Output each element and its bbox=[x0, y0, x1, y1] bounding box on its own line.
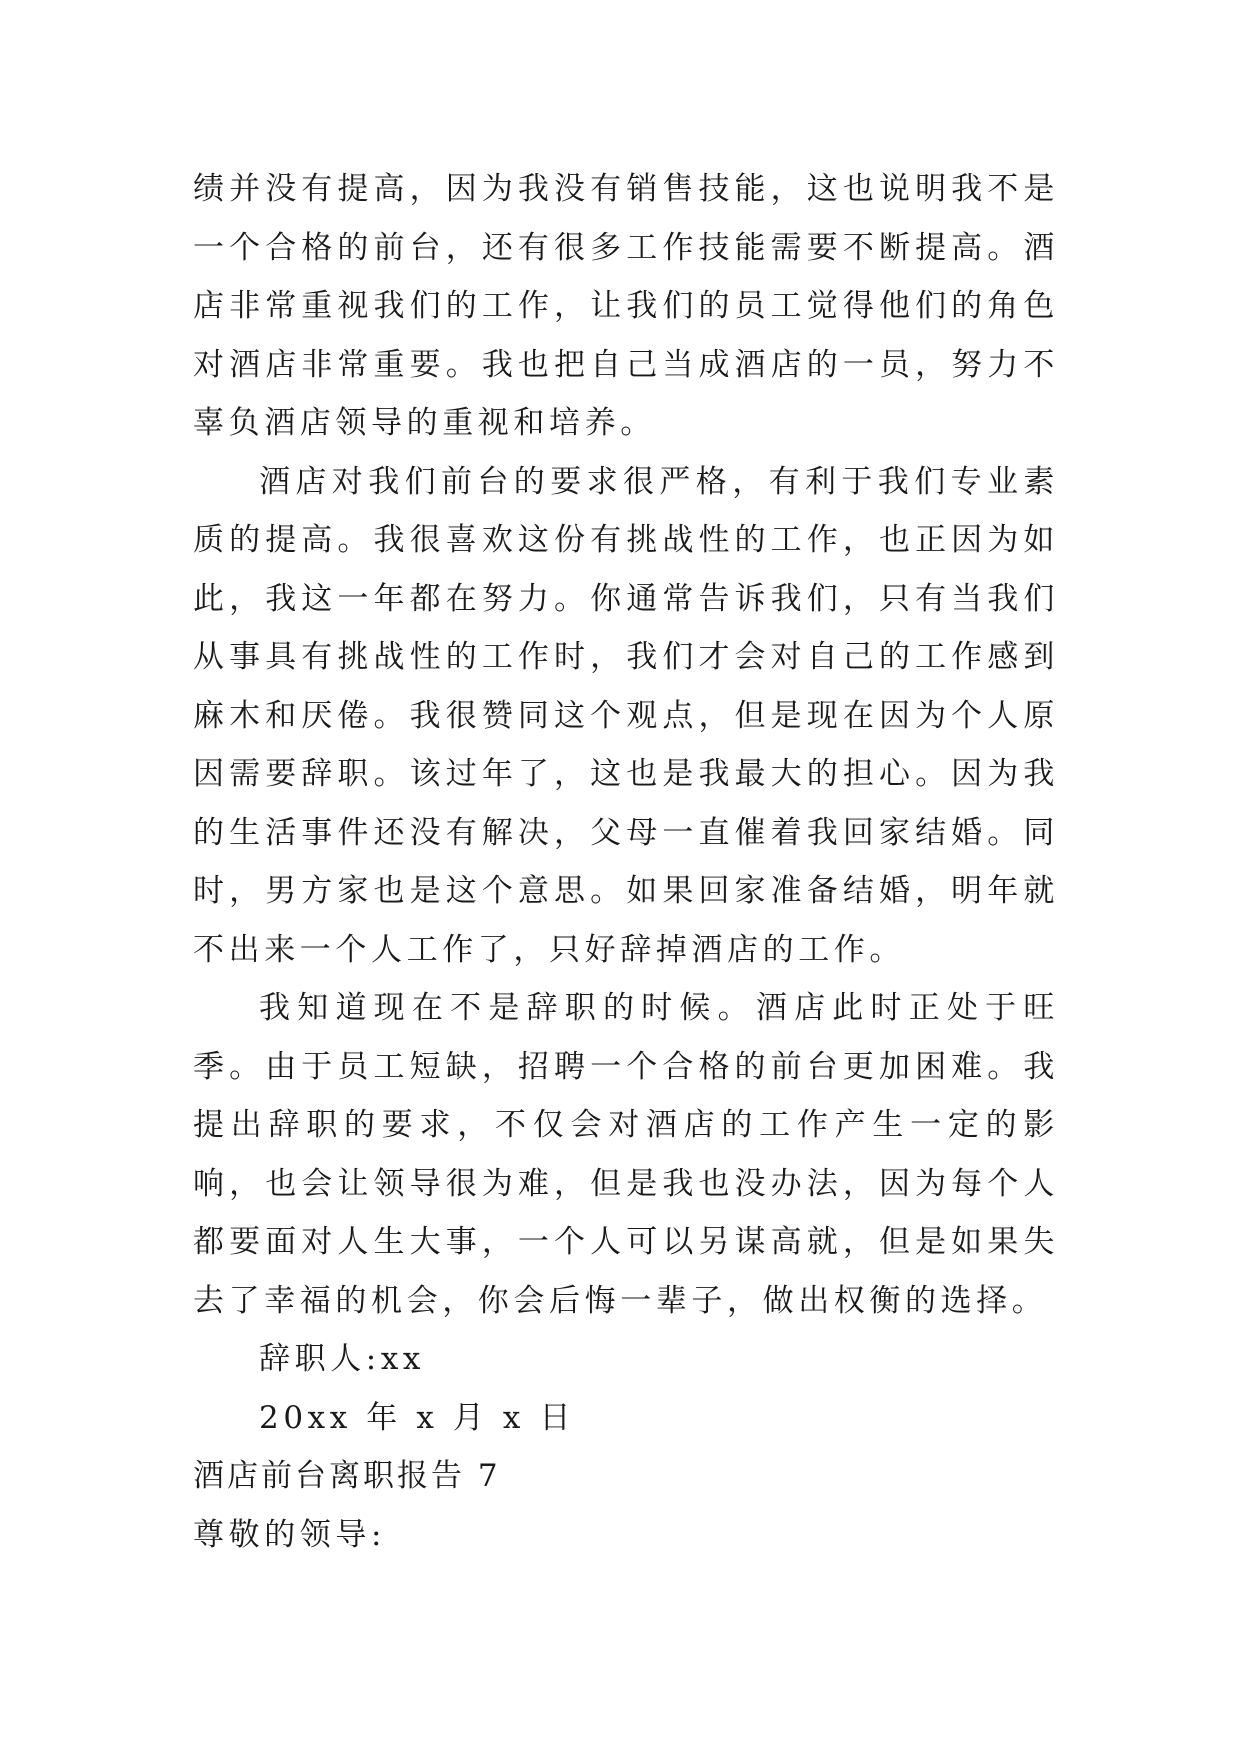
date-line: 20xx 年 x 月 x 日 bbox=[259, 1399, 576, 1436]
document-page bbox=[193, 160, 1059, 1564]
paragraph-timing: 我知道现在不是辞职的时候。酒店此时正处于旺季。由于员工短缺，招聘一个合格的前台更加困难。我提出辞职的要求，不仅会对酒店的工作产生一定的影响，也会让领导很为难，但是我也没办法，因为每个人都要面对人生大事，一个人可以另谋高就，但是如果失去了幸福的机会，你会后悔一辈子，做出权衡的选择。 bbox=[193, 990, 1059, 1319]
salutation: 尊敬的领导: bbox=[193, 1516, 387, 1553]
signature-line: 辞职人:xx bbox=[259, 1341, 426, 1377]
paragraph-continued: 绩并没有提高，因为我没有销售技能，这也说明我不是一个合格的前台，还有很多工作技能需要不断提高。酒店非常重视我们的工作，让我们的员工觉得他们的角色对酒店非常重要。我也把自己当成酒店的一员，努力不辜负酒店领导的重视和培养。 bbox=[193, 171, 1059, 441]
section-title: 酒店前台离职报告 7 bbox=[193, 1458, 501, 1494]
paragraph-requirements: 酒店对我们前台的要求很严格，有利于我们专业素质的提高。我很喜欢这份有挑战性的工作，也正因为如此，我这一年都在努力。你通常告诉我们，只有当我们从事具有挑战性的工作时，我们才会对自己的工作感到麻木和厌倦。我很赞同这个观点，但是现在因为个人原因需要辞职。该过年了，这也是我最大的担心。因为我的生活事件还没有解决，父母一直催着我回家结婚。同时，男方家也是这个意思。如果回家准备结婚，明年就不出来一个人工作了，只好辞掉酒店的工作。 bbox=[193, 463, 1059, 968]
